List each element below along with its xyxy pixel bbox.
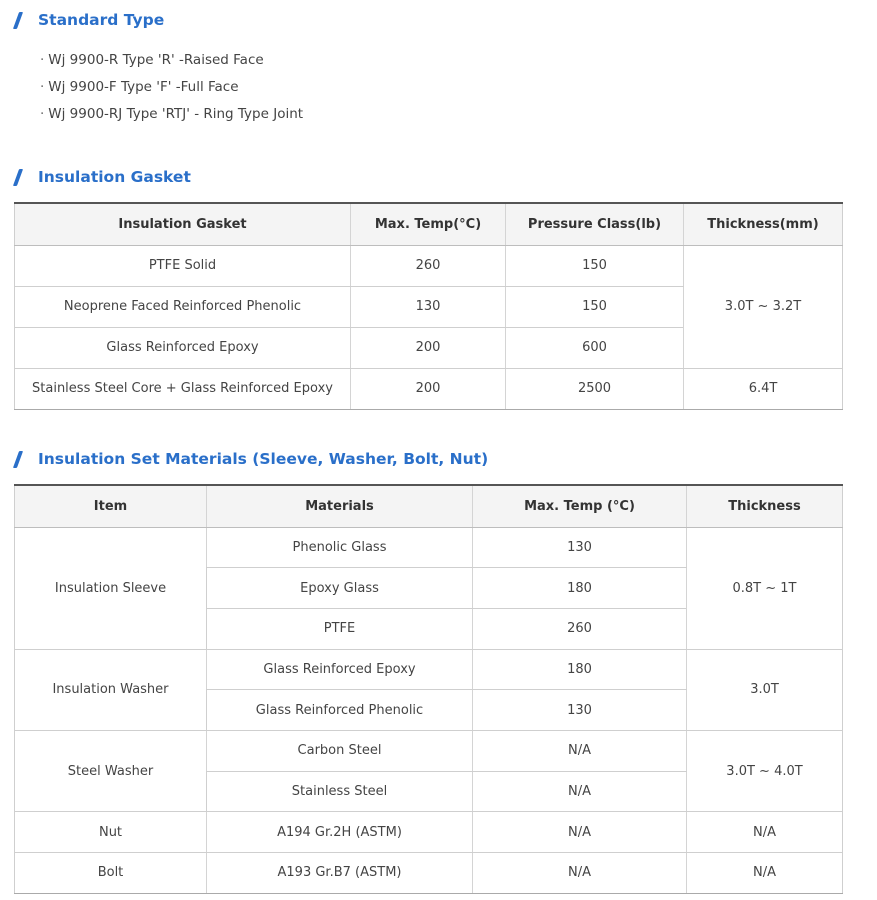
standard-type-title: Standard Type: [38, 11, 165, 29]
table-row: [15, 730, 843, 771]
table-row: [15, 649, 843, 690]
table-cell: Glass Reinforced Epoxy: [207, 649, 473, 690]
column-header: Thickness(mm): [684, 203, 843, 245]
table-row: [15, 245, 843, 286]
insulation-set-heading: [14, 450, 488, 468]
table-cell: 200: [351, 368, 506, 409]
table-row: [15, 527, 843, 568]
table-cell: 260: [473, 608, 687, 649]
table-cell: Epoxy Glass: [207, 568, 473, 609]
table-cell: N/A: [473, 771, 687, 812]
table-cell: 2500: [506, 368, 684, 409]
table-cell: N/A: [473, 812, 687, 853]
table-cell: 150: [506, 245, 684, 286]
table-cell: Stainless Steel: [207, 771, 473, 812]
table-header-row: [15, 485, 843, 527]
table-cell: Glass Reinforced Phenolic: [207, 690, 473, 731]
table-cell: Bolt: [15, 853, 207, 894]
standard-type-list: [40, 52, 303, 133]
table-cell: 150: [506, 286, 684, 327]
table-cell: Insulation Sleeve: [15, 527, 207, 649]
table-cell: Stainless Steel Core + Glass Reinforced Epoxy: [15, 368, 351, 409]
table-cell: Carbon Steel: [207, 730, 473, 771]
slash-marker-icon: [13, 169, 23, 186]
table-cell: Glass Reinforced Epoxy: [15, 327, 351, 368]
table-cell: 3.0T: [687, 649, 843, 730]
insulation-set-title: Insulation Set Materials (Sleeve, Washer, Bolt, Nut): [38, 450, 489, 468]
table-row: [15, 853, 843, 894]
slash-marker-icon: [13, 12, 23, 29]
table-cell: PTFE: [207, 608, 473, 649]
table-cell: 130: [351, 286, 506, 327]
table-cell: Neoprene Faced Reinforced Phenolic: [15, 286, 351, 327]
table-cell: Insulation Washer: [15, 649, 207, 730]
table-cell: 600: [506, 327, 684, 368]
column-header: Pressure Class(lb): [506, 203, 684, 245]
table-cell: 180: [473, 649, 687, 690]
table-cell: A194 Gr.2H (ASTM): [207, 812, 473, 853]
list-item: · Wj 9900-F Type 'F' -Full Face: [40, 79, 303, 106]
table-row: [15, 368, 843, 409]
table-cell: Nut: [15, 812, 207, 853]
table-cell: 260: [351, 245, 506, 286]
table-cell: 3.0T ~ 3.2T: [684, 245, 843, 368]
table-cell: N/A: [473, 853, 687, 894]
list-item: · Wj 9900-RJ Type 'RTJ' - Ring Type Joint: [40, 106, 303, 133]
table-row: [15, 812, 843, 853]
table-cell: Phenolic Glass: [207, 527, 473, 568]
slash-marker-icon: [13, 451, 23, 468]
table-cell: PTFE Solid: [15, 245, 351, 286]
table-cell: 0.8T ~ 1T: [687, 527, 843, 649]
column-header: Materials: [207, 485, 473, 527]
table-cell: 200: [351, 327, 506, 368]
table-cell: 6.4T: [684, 368, 843, 409]
table-cell: N/A: [687, 812, 843, 853]
table-cell: 130: [473, 690, 687, 731]
column-header: Max. Temp (°C): [473, 485, 687, 527]
insulation-set-table: [14, 484, 843, 894]
column-header: Insulation Gasket: [15, 203, 351, 245]
column-header: Item: [15, 485, 207, 527]
insulation-gasket-title: Insulation Gasket: [38, 168, 191, 186]
table-cell: 130: [473, 527, 687, 568]
insulation-gasket-table: [14, 202, 843, 410]
table-cell: N/A: [473, 730, 687, 771]
table-cell: 180: [473, 568, 687, 609]
insulation-gasket-heading: [14, 168, 191, 186]
table-cell: Steel Washer: [15, 730, 207, 811]
table-header-row: [15, 203, 843, 245]
column-header: Max. Temp(°C): [351, 203, 506, 245]
table-cell: A193 Gr.B7 (ASTM): [207, 853, 473, 894]
table-cell: N/A: [687, 853, 843, 894]
standard-type-heading: [14, 11, 164, 29]
table-cell: 3.0T ~ 4.0T: [687, 730, 843, 811]
list-item: · Wj 9900-R Type 'R' -Raised Face: [40, 52, 303, 79]
column-header: Thickness: [687, 485, 843, 527]
